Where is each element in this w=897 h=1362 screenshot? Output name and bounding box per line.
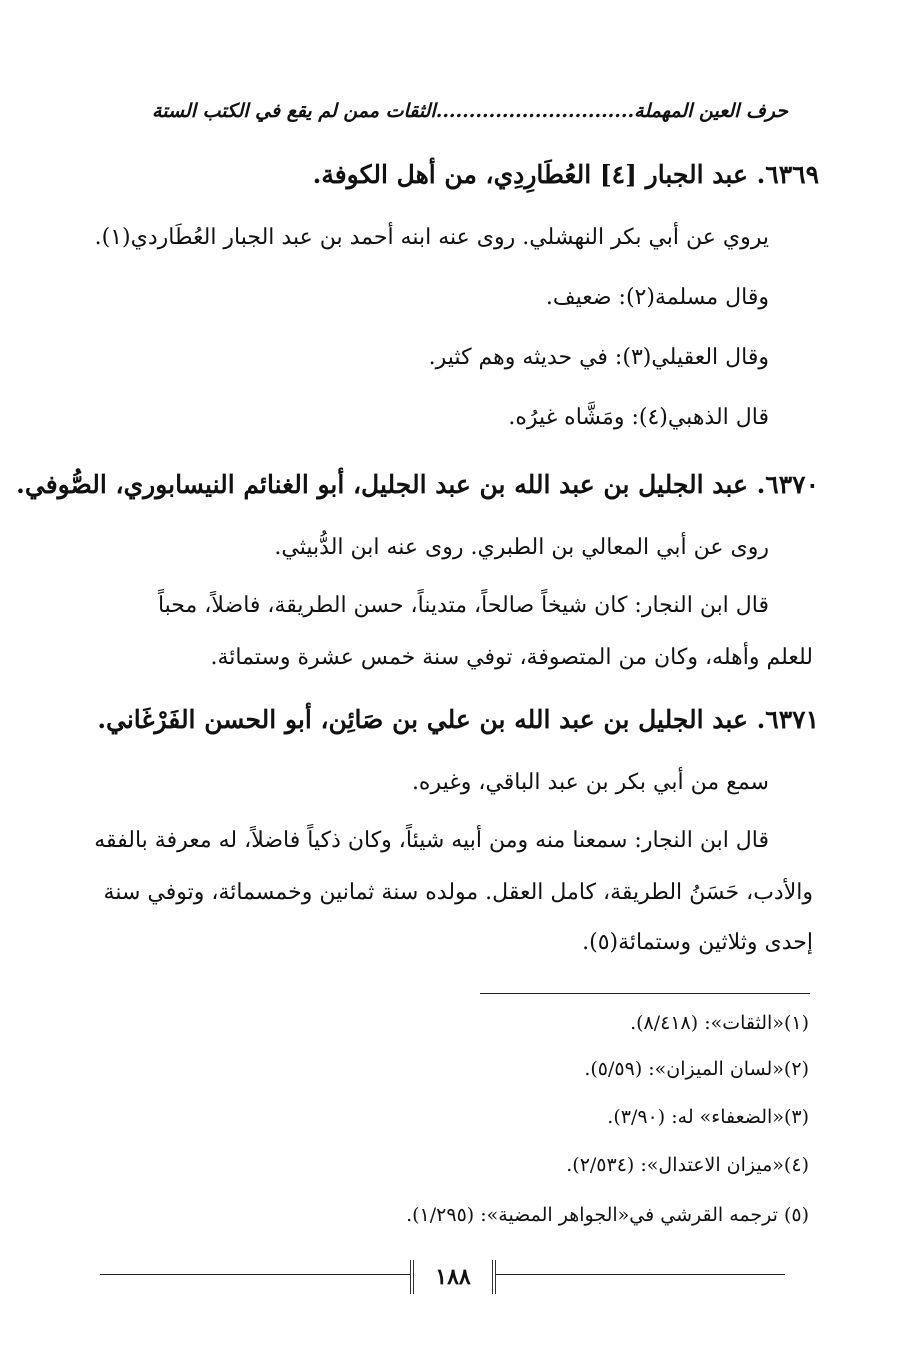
running-header: حرف العين المهملة..............................الثقات ممن لم يقع في الكتب الستة <box>152 100 788 122</box>
entry-6369-line-2: وقال مسلمة(٢): ضعيف. <box>545 285 769 310</box>
entry-title-6370: ٦٣٧٠. عبد الجليل بن عبد الله بن عبد الجليل، أبو الغنائم النيسابوري، الصُّوفي. <box>16 470 819 499</box>
footnote-3: (٣)«الضعفاء» له: (٣/٩٠). <box>607 1106 809 1128</box>
entry-6371-line-3: والأدب، حَسَنُ الطريقة، كامل العقل. مولده سنة ثمانين وخمسمائة، وتوفي سنة <box>103 880 813 905</box>
entry-6370-line-1: روى عن أبي المعالي بن الطبري. روى عنه ابن الدُّبيثي. <box>274 535 769 560</box>
page-number: ١٨٨ <box>410 1260 496 1294</box>
entry-6371-line-1: سمع من أبي بكر بن عبد الباقي، وغيره. <box>411 770 769 795</box>
entry-title-6369: ٦٣٦٩. عبد الجبار [٤] العُطَارِدِي، من أهل الكوفة. <box>312 160 819 189</box>
entry-6371-line-2: قال ابن النجار: سمعنا منه ومن أبيه شيئاً، وكان ذكياً فاضلاً، له معرفة بالفقه <box>94 828 769 853</box>
entry-6369-line-1: يروي عن أبي بكر النهشلي. روى عنه ابنه أحمد بن عبد الجبار العُطَاردي(١). <box>94 225 769 250</box>
footnote-1: (١)«الثقات»: (٨/٤١٨). <box>630 1012 809 1034</box>
entry-6371-line-4: إحدى وثلاثين وستمائة(٥). <box>582 930 813 955</box>
entry-6370-line-3: للعلم وأهله، وكان من المتصوفة، توفي سنة خمس عشرة وستمائة. <box>210 645 813 670</box>
entry-6369-line-4: قال الذهبي(٤): ومَشَّاه غيرُه. <box>508 405 769 430</box>
footnote-2: (٢)«لسان الميزان»: (٥/٥٩). <box>584 1058 809 1080</box>
entry-6370-line-2: قال ابن النجار: كان شيخاً صالحاً، متديناً، حسن الطريقة، فاضلاً، محباً <box>157 593 769 618</box>
footnote-separator <box>480 993 810 994</box>
footnote-5: (٥) ترجمه القرشي في«الجواهر المضية»: (١/٢٩٥). <box>406 1204 809 1226</box>
footnote-4: (٤)«ميزان الاعتدال»: (٢/٥٣٤). <box>566 1154 809 1176</box>
entry-title-6371: ٦٣٧١. عبد الجليل بن عبد الله بن علي بن صَائِن، أبو الحسن الفَرْغَاني. <box>97 705 819 734</box>
entry-6369-line-3: وقال العقيلي(٣): في حديثه وهم كثير. <box>428 345 769 370</box>
